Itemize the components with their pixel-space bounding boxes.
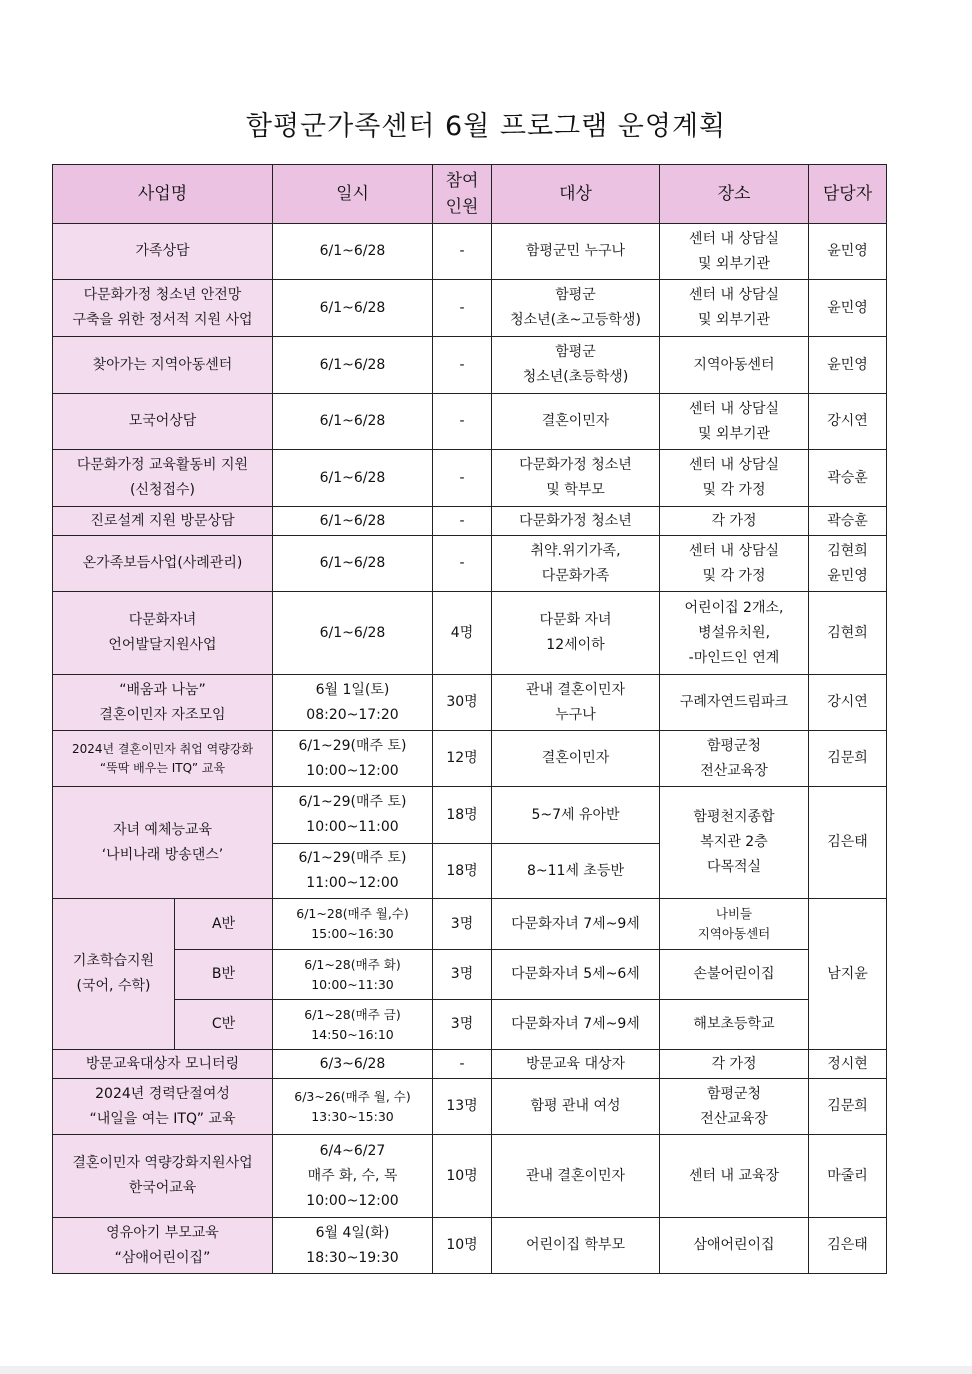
target-cell: 함평군 청소년(초등학생) bbox=[492, 337, 660, 394]
place-cell: 함평군청 전산교육장 bbox=[660, 1079, 809, 1135]
program-cell: 2024년 경력단절여성 “내일을 여는 ITQ” 교육 bbox=[53, 1079, 273, 1135]
schedule-cell: 6/1~28(매주 금) 14:50~16:10 bbox=[273, 1000, 433, 1050]
place-cell: 각 가정 bbox=[660, 1050, 809, 1079]
manager-cell: 윤민영 bbox=[809, 280, 887, 337]
manager-cell: 윤민영 bbox=[809, 224, 887, 280]
target-cell: 함평 관내 여성 bbox=[492, 1079, 660, 1135]
schedule-cell: 6/1~6/28 bbox=[273, 224, 433, 280]
table-row bbox=[53, 1050, 887, 1079]
schedule-cell: 6/1~28(매주 월,수) 15:00~16:30 bbox=[273, 899, 433, 950]
table-row bbox=[53, 787, 887, 844]
place-cell: 센터 내 교육장 bbox=[660, 1135, 809, 1218]
header-row bbox=[53, 165, 887, 224]
participants-cell: - bbox=[433, 224, 492, 280]
participants-cell: 10명 bbox=[433, 1135, 492, 1218]
participants-cell: - bbox=[433, 394, 492, 450]
table-row bbox=[53, 450, 887, 507]
header-participants: 참여 인원 bbox=[433, 165, 492, 224]
place-cell: 센터 내 상담실 및 외부기관 bbox=[660, 224, 809, 280]
program-cell: 기초학습지원 (국어, 수학) bbox=[53, 899, 175, 1050]
place-cell: 센터 내 상담실 및 외부기관 bbox=[660, 280, 809, 337]
participants-cell: - bbox=[433, 280, 492, 337]
manager-cell: 김문희 bbox=[809, 731, 887, 787]
schedule-cell: 6/1~29(매주 토) 10:00~11:00 bbox=[273, 787, 433, 844]
target-cell: 다문화 자녀 12세이하 bbox=[492, 592, 660, 675]
table-row bbox=[53, 1079, 887, 1135]
target-cell: 어린이집 학부모 bbox=[492, 1218, 660, 1274]
manager-cell: 윤민영 bbox=[809, 337, 887, 394]
table-row bbox=[53, 1218, 887, 1274]
table-row bbox=[53, 1000, 887, 1050]
participants-cell: 30명 bbox=[433, 675, 492, 731]
program-cell: 다문화가정 청소년 안전망 구축을 위한 정서적 지원 사업 bbox=[53, 280, 273, 337]
program-table bbox=[52, 164, 887, 1274]
target-cell: 5~7세 유아반 bbox=[492, 787, 660, 844]
place-cell: 각 가정 bbox=[660, 507, 809, 536]
schedule-cell: 6/1~29(매주 토) 10:00~12:00 bbox=[273, 731, 433, 787]
place-cell: 함평군청 전산교육장 bbox=[660, 731, 809, 787]
header-program: 사업명 bbox=[53, 165, 273, 224]
target-cell: 관내 결혼이민자 bbox=[492, 1135, 660, 1218]
program-cell: 방문교육대상자 모니터링 bbox=[53, 1050, 273, 1079]
target-cell: 다문화가정 청소년 및 학부모 bbox=[492, 450, 660, 507]
program-cell: 모국어상담 bbox=[53, 394, 273, 450]
program-cell: “배움과 나눔” 결혼이민자 자조모임 bbox=[53, 675, 273, 731]
schedule-cell: 6/1~29(매주 토) 11:00~12:00 bbox=[273, 844, 433, 899]
schedule-cell: 6/1~6/28 bbox=[273, 337, 433, 394]
place-cell: 어린이집 2개소, 병설유치원, -마인드인 연계 bbox=[660, 592, 809, 675]
table-row bbox=[53, 950, 887, 1000]
participants-cell: - bbox=[433, 1050, 492, 1079]
class-cell: A반 bbox=[175, 899, 273, 950]
manager-cell: 마줄리 bbox=[809, 1135, 887, 1218]
place-cell: 손불어린이집 bbox=[660, 950, 809, 1000]
manager-cell: 강시연 bbox=[809, 394, 887, 450]
table-row bbox=[53, 394, 887, 450]
manager-cell: 김현희 윤민영 bbox=[809, 536, 887, 592]
table-row bbox=[53, 280, 887, 337]
target-cell: 다문화가정 청소년 bbox=[492, 507, 660, 536]
participants-cell: 3명 bbox=[433, 1000, 492, 1050]
schedule-cell: 6/1~28(매주 화) 10:00~11:30 bbox=[273, 950, 433, 1000]
header-schedule: 일시 bbox=[273, 165, 433, 224]
table-row bbox=[53, 337, 887, 394]
place-cell: 해보초등학교 bbox=[660, 1000, 809, 1050]
table-row bbox=[53, 592, 887, 675]
target-cell: 방문교육 대상자 bbox=[492, 1050, 660, 1079]
place-cell: 함평천지종합 복지관 2층 다목적실 bbox=[660, 787, 809, 899]
participants-cell: 18명 bbox=[433, 844, 492, 899]
place-cell: 삼애어린이집 bbox=[660, 1218, 809, 1274]
schedule-cell: 6/1~6/28 bbox=[273, 394, 433, 450]
program-cell: 결혼이민자 역량강화지원사업 한국어교육 bbox=[53, 1135, 273, 1218]
header-target: 대상 bbox=[492, 165, 660, 224]
class-cell: C반 bbox=[175, 1000, 273, 1050]
manager-cell: 김은태 bbox=[809, 787, 887, 899]
class-cell: B반 bbox=[175, 950, 273, 1000]
manager-cell: 정시현 bbox=[809, 1050, 887, 1079]
schedule-cell: 6월 4일(화) 18:30~19:30 bbox=[273, 1218, 433, 1274]
target-cell: 다문화자녀 7세~9세 bbox=[492, 899, 660, 950]
participants-cell: - bbox=[433, 337, 492, 394]
target-cell: 함평군민 누구나 bbox=[492, 224, 660, 280]
program-cell: 온가족보듬사업(사례관리) bbox=[53, 536, 273, 592]
manager-cell: 김문희 bbox=[809, 1079, 887, 1135]
page-bottom-band bbox=[0, 1366, 972, 1374]
table-row bbox=[53, 224, 887, 280]
participants-cell: - bbox=[433, 507, 492, 536]
table-row bbox=[53, 1135, 887, 1218]
participants-cell: 3명 bbox=[433, 899, 492, 950]
manager-cell: 곽승훈 bbox=[809, 507, 887, 536]
participants-cell: - bbox=[433, 536, 492, 592]
place-cell: 센터 내 상담실 및 각 가정 bbox=[660, 450, 809, 507]
participants-cell: 13명 bbox=[433, 1079, 492, 1135]
schedule-cell: 6/4~6/27 매주 화, 수, 목 10:00~12:00 bbox=[273, 1135, 433, 1218]
manager-cell: 남지윤 bbox=[809, 899, 887, 1050]
place-cell: 센터 내 상담실 및 외부기관 bbox=[660, 394, 809, 450]
participants-cell: - bbox=[433, 450, 492, 507]
manager-cell: 김은태 bbox=[809, 1218, 887, 1274]
header-place: 장소 bbox=[660, 165, 809, 224]
table-row bbox=[53, 675, 887, 731]
program-cell: 2024년 결혼이민자 취업 역량강화 “뚝딱 배우는 ITQ” 교육 bbox=[53, 731, 273, 787]
participants-cell: 18명 bbox=[433, 787, 492, 844]
table-row bbox=[53, 507, 887, 536]
place-cell: 나비들 지역아동센터 bbox=[660, 899, 809, 950]
participants-cell: 12명 bbox=[433, 731, 492, 787]
target-cell: 8~11세 초등반 bbox=[492, 844, 660, 899]
table-row bbox=[53, 536, 887, 592]
target-cell: 취약.위기가족, 다문화가족 bbox=[492, 536, 660, 592]
schedule-cell: 6/1~6/28 bbox=[273, 450, 433, 507]
schedule-cell: 6/1~6/28 bbox=[273, 536, 433, 592]
target-cell: 결혼이민자 bbox=[492, 731, 660, 787]
participants-cell: 4명 bbox=[433, 592, 492, 675]
schedule-cell: 6/3~26(매주 월, 수) 13:30~15:30 bbox=[273, 1079, 433, 1135]
target-cell: 함평군 청소년(초~고등학생) bbox=[492, 280, 660, 337]
schedule-cell: 6/3~6/28 bbox=[273, 1050, 433, 1079]
page-title: 함평군가족센터 6월 프로그램 운영계획 bbox=[245, 111, 727, 142]
place-cell: 지역아동센터 bbox=[660, 337, 809, 394]
participants-cell: 3명 bbox=[433, 950, 492, 1000]
target-cell: 관내 결혼이민자 누구나 bbox=[492, 675, 660, 731]
manager-cell: 강시연 bbox=[809, 675, 887, 731]
manager-cell: 김현희 bbox=[809, 592, 887, 675]
place-cell: 센터 내 상담실 및 각 가정 bbox=[660, 536, 809, 592]
program-cell: 자녀 예체능교육 ‘나비나래 방송댄스’ bbox=[53, 787, 273, 899]
target-cell: 다문화자녀 5세~6세 bbox=[492, 950, 660, 1000]
schedule-cell: 6월 1일(토) 08:20~17:20 bbox=[273, 675, 433, 731]
schedule-cell: 6/1~6/28 bbox=[273, 280, 433, 337]
place-cell: 구례자연드림파크 bbox=[660, 675, 809, 731]
header-manager: 담당자 bbox=[809, 165, 887, 224]
program-cell: 다문화가정 교육활동비 지원 (신청접수) bbox=[53, 450, 273, 507]
target-cell: 결혼이민자 bbox=[492, 394, 660, 450]
program-cell: 가족상담 bbox=[53, 224, 273, 280]
table-row bbox=[53, 731, 887, 787]
table-row bbox=[53, 899, 887, 950]
program-cell: 진로설계 지원 방문상담 bbox=[53, 507, 273, 536]
target-cell: 다문화자녀 7세~9세 bbox=[492, 1000, 660, 1050]
manager-cell: 곽승훈 bbox=[809, 450, 887, 507]
program-cell: 찾아가는 지역아동센터 bbox=[53, 337, 273, 394]
program-cell: 영유아기 부모교육 “삼애어린이집” bbox=[53, 1218, 273, 1274]
schedule-cell: 6/1~6/28 bbox=[273, 507, 433, 536]
schedule-cell: 6/1~6/28 bbox=[273, 592, 433, 675]
participants-cell: 10명 bbox=[433, 1218, 492, 1274]
program-cell: 다문화자녀 언어발달지원사업 bbox=[53, 592, 273, 675]
